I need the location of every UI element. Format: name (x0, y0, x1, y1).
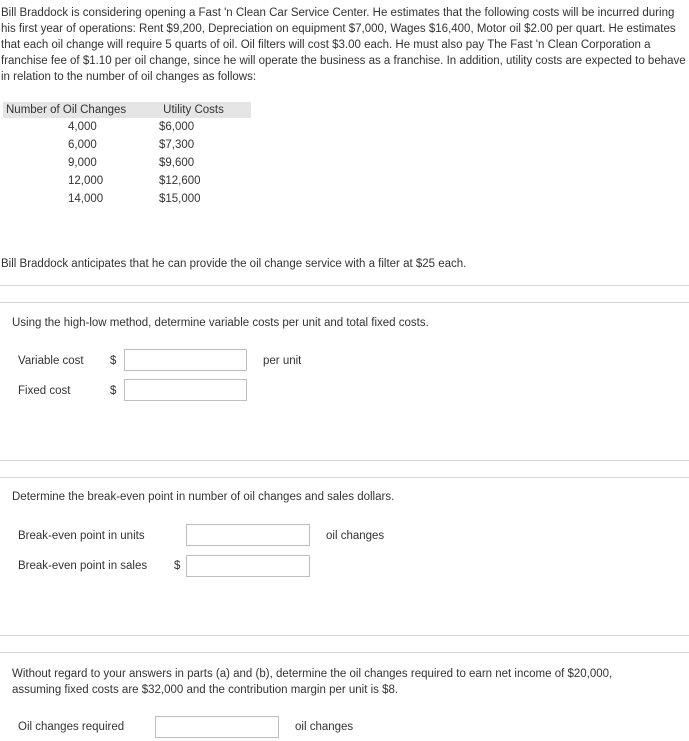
variable-cost-unit: per unit (263, 355, 302, 367)
break-even-sales-input[interactable] (186, 555, 310, 577)
table-row (3, 154, 251, 172)
oil-changes-cell: 14,000 (68, 193, 104, 205)
divider (0, 285, 689, 286)
fixed-cost-currency: $ (110, 385, 117, 397)
divider (0, 652, 689, 653)
utility-cost-cell: $12,600 (159, 175, 201, 187)
break-even-units-suffix: oil changes (326, 530, 385, 542)
utility-cost-cell: $7,300 (159, 139, 195, 151)
header-utility-costs: Utility Costs (136, 102, 251, 118)
divider (0, 460, 689, 461)
table-row (3, 172, 251, 190)
break-even-units-input[interactable] (186, 524, 310, 546)
fixed-cost-label: Fixed cost (18, 385, 71, 397)
break-even-units-label: Break-even point in units (18, 530, 145, 542)
oil-changes-cell: 4,000 (68, 121, 97, 133)
divider (0, 477, 689, 478)
problem-intro: Bill Braddock is considering opening a Fast 'n Clean Car Service Center. He estimates that the following costs will be incurred during his first year of operations: Rent $9,200, Depreciation on equipment $7,000, Wages $16,400, Motor oil $2.00 per quart. He estimates that each oil change will require 5 quarts of oil. Oil filters will cost $3.00 each. He must also pay The Fast 'n Clean Corporation a franchise fee of $1.10 per oil change, since he will operate the business as a franchise. In addition, utility costs are expected to behave in relation to the number of oil changes as follows: (1, 7, 686, 83)
oil-changes-cell: 9,000 (68, 157, 97, 169)
anticipation-text: Bill Braddock anticipates that he can provide the oil change service with a filter at $25 each. (1, 258, 467, 270)
oil-changes-required-suffix: oil changes (295, 721, 354, 733)
part-a-question: Using the high-low method, determine variable costs per unit and total fixed costs. (12, 317, 429, 329)
part-c-question: Without regard to your answers in parts (a) and (b), determine the oil changes required to earn net income of $20,000, assuming fixed costs are $32,000 and the contribution margin per unit is $8. (12, 668, 613, 696)
utility-cost-table (3, 102, 251, 208)
variable-cost-label: Variable cost (18, 355, 84, 367)
variable-cost-input[interactable] (124, 349, 247, 371)
utility-cost-cell: $9,600 (159, 157, 195, 169)
break-even-sales-label: Break-even point in sales (18, 560, 148, 572)
oil-changes-cell: 6,000 (68, 139, 97, 151)
utility-cost-cell: $15,000 (159, 193, 201, 205)
oil-changes-cell: 12,000 (68, 175, 104, 187)
table-row (3, 136, 251, 154)
oil-changes-required-input[interactable] (155, 716, 279, 738)
header-oil-changes: Number of Oil Changes (3, 102, 136, 118)
table-row (3, 190, 251, 208)
divider (0, 302, 689, 303)
variable-cost-currency: $ (110, 355, 117, 367)
oil-changes-required-label: Oil changes required (18, 721, 125, 733)
part-b-question: Determine the break-even point in number of oil changes and sales dollars. (12, 491, 395, 503)
fixed-cost-input[interactable] (124, 379, 247, 401)
divider (0, 635, 689, 636)
break-even-sales-currency: $ (174, 560, 181, 572)
table-row (3, 118, 251, 136)
utility-cost-cell: $6,000 (159, 121, 195, 133)
